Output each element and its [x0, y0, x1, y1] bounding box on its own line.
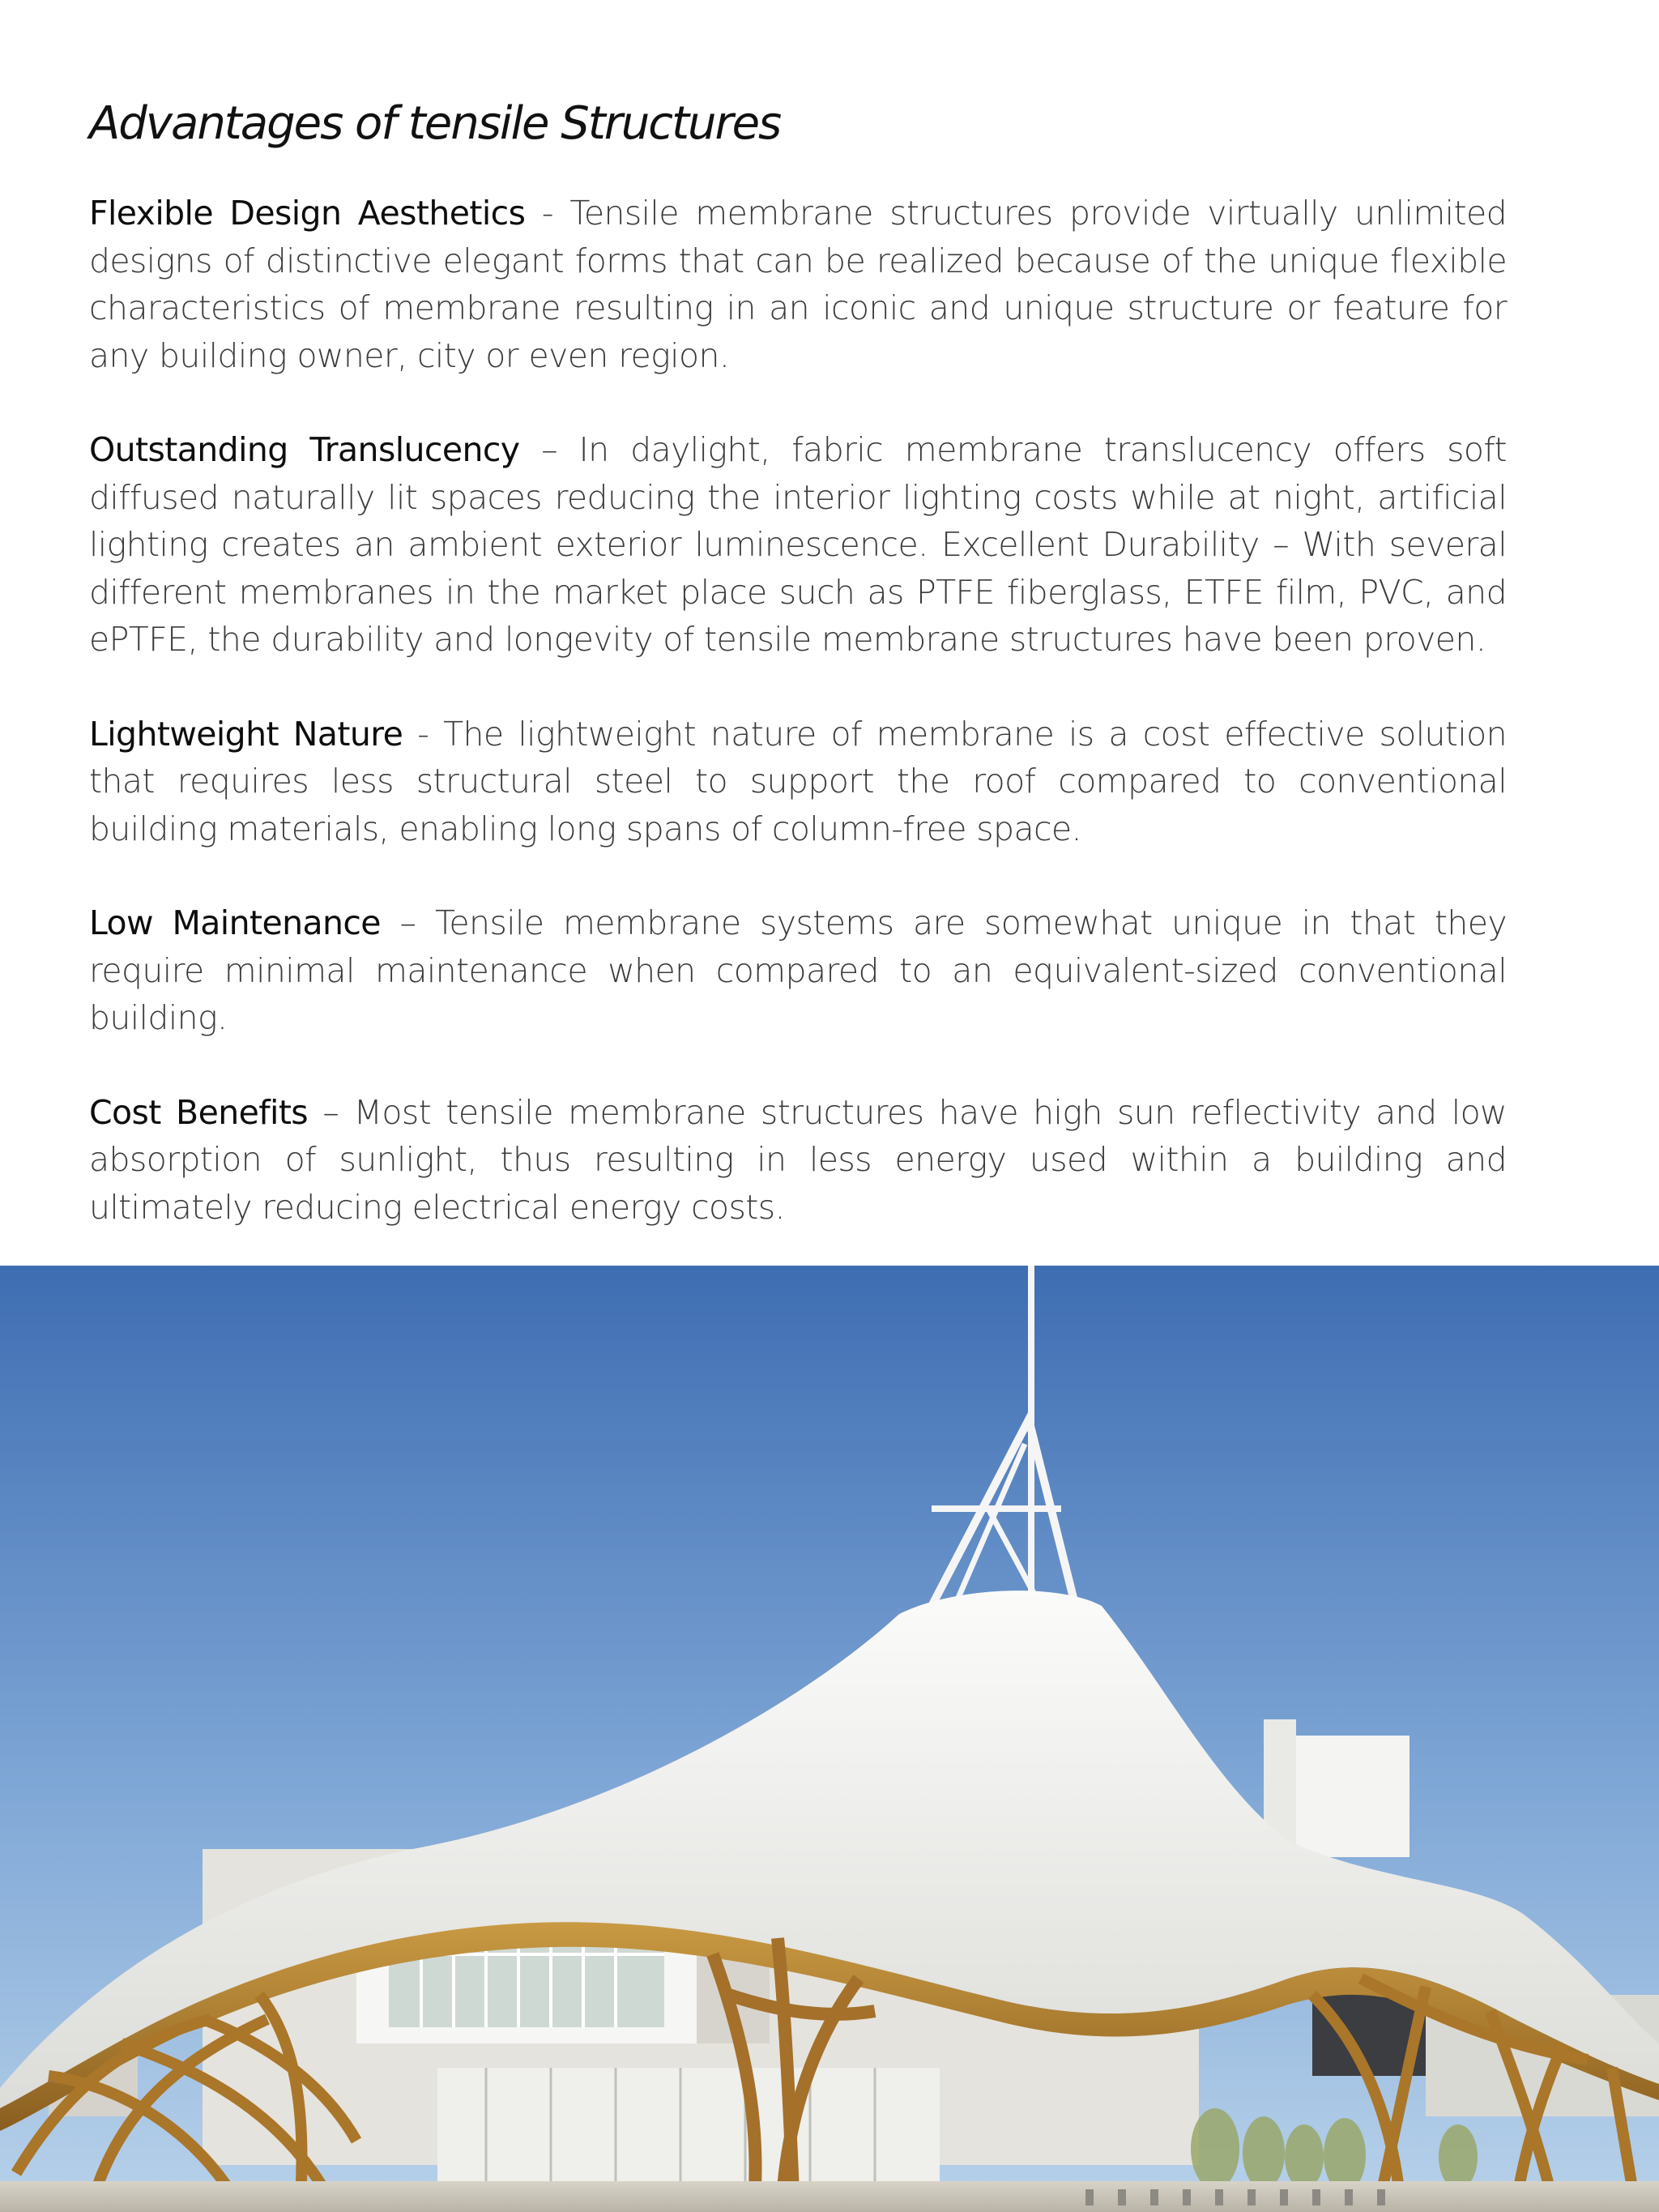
section-text: Tensile membrane structures provide virtually unlimited designs of distinctive elegant forms that can be realized because of the unique flexible characteristics of membrane resulting in an iconic and unique structure or feature for any building owner, city or even region.: [89, 194, 1508, 375]
ground: [0, 2181, 1659, 2212]
section-separator: –: [519, 430, 579, 469]
section-flexible-design: [89, 190, 1507, 379]
section-term: Cost Benefits: [89, 1092, 309, 1132]
section-term: Low Maintenance: [89, 903, 381, 942]
section-term: Flexible Design Aesthetics: [89, 194, 526, 233]
page-title: Advantages of tensile Structures: [89, 97, 781, 150]
section-text: The lightweight nature of membrane is a cost effective solution that requires less structural steel to support the roof compared to conventional building materials, enabling long spans of column-free space.: [89, 714, 1508, 848]
section-separator: –: [308, 1092, 354, 1132]
section-separator: -: [525, 194, 570, 233]
section-lightweight: [89, 711, 1507, 853]
section-translucency: [89, 426, 1507, 664]
section-text: Tensile membrane systems are somewhat unique in that they require minimal maintenance when compared to an equivalent-sized conventional building.: [89, 903, 1507, 1037]
section-text: In daylight, fabric membrane translucency offers soft diffused naturally lit spaces reducing the interior lighting costs while at night, artificial lighting creates an ambient exterior luminescence. Excellent Durability – With several different membranes in the market place such as PTFE fiberglass, ETFE film, PVC, and ePTFE, the durability and longevity of tensile membrane structures have been proven.: [89, 430, 1507, 659]
section-term: Lightweight Nature: [89, 714, 403, 754]
section-term: Outstanding Translucency: [89, 430, 520, 469]
tensile-membrane-building-photo: [0, 1266, 1659, 2212]
text-content: [89, 96, 1507, 1278]
section-low-maintenance: [89, 899, 1507, 1042]
section-cost-benefits: [89, 1089, 1507, 1232]
section-separator: -: [403, 714, 444, 754]
building-photo: [0, 1266, 1659, 2212]
section-text: Most tensile membrane structures have high sun reflectivity and low absorption of sunlight, thus resulting in less energy used within a building and ultimately reducing electrical energy costs.: [89, 1092, 1507, 1227]
section-separator: –: [380, 903, 435, 942]
